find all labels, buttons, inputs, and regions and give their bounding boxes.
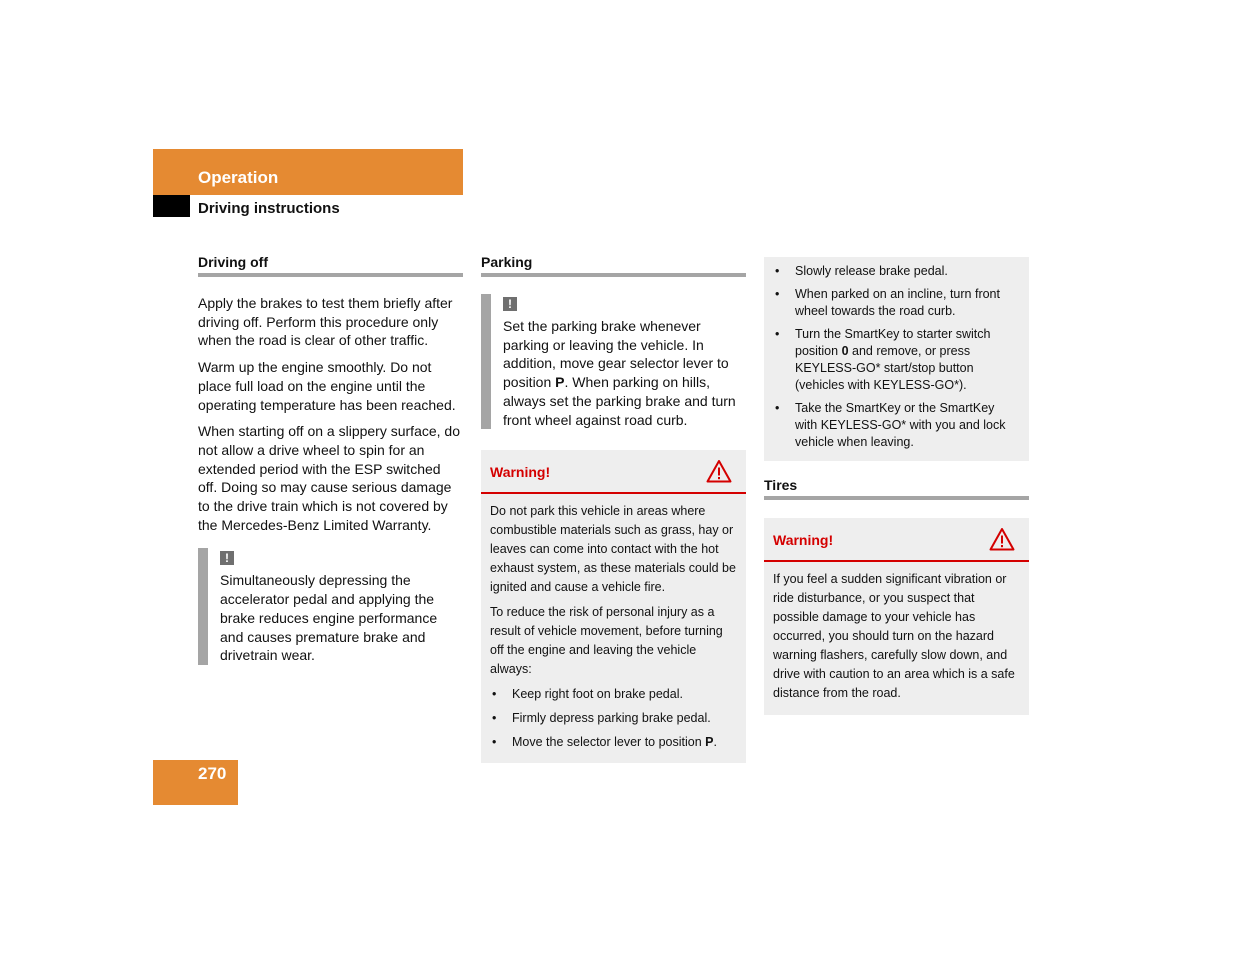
parking-heading: Parking xyxy=(481,254,746,277)
driving-off-paragraph: Warm up the engine smoothly. Do not place full load on the engine until the operating temperature has been reached. xyxy=(198,359,456,413)
warning-header xyxy=(481,450,746,494)
exclamation-note-icon: ! xyxy=(503,297,517,311)
driving-off-paragraph: When starting off on a slippery surface, do not allow a drive wheel to spin for an extended period with the ESP switched off. Doing so may cause serious damage to the drive train which is not covered by the Mercedes-Benz Limited Warranty. xyxy=(198,423,460,533)
list-item-text: Move the selector lever to position xyxy=(512,735,706,750)
parking-column xyxy=(481,254,746,763)
list-item-text: . xyxy=(713,735,717,750)
list-item-text: and remove, or press KEYLESS-GO* start/stop button (vehicles with KEYLESS-GO*). xyxy=(795,344,974,392)
parking-note xyxy=(481,294,746,429)
note-text-part: . When parking on hills, always set the parking brake and turn front wheel against road curb. xyxy=(503,374,736,428)
list-item: • Firmly depress parking brake pedal. xyxy=(490,709,737,728)
continued-bullet-list xyxy=(773,263,1020,451)
header-marker xyxy=(153,195,190,217)
note-text-part: Set the parking brake whenever parking or leaving the vehicle. In addition, move gear selector lever to position xyxy=(503,318,729,391)
warning-paragraph: If you feel a sudden significant vibration or ride disturbance, or you suspect that possible damage to your vehicle has occurred, you should turn on the hazard warning flashers, carefully slow down, and drive with caution to an area which is a safe distance from the road. xyxy=(773,572,1015,700)
tires-heading: Tires xyxy=(764,477,1029,500)
driving-off-note xyxy=(198,548,463,665)
parking-warning-box xyxy=(481,450,746,763)
continued-warning-box xyxy=(764,257,1029,461)
warning-body xyxy=(481,494,746,763)
switch-position: 0 xyxy=(841,344,849,358)
warning-title: Warning! xyxy=(490,464,551,481)
warning-body xyxy=(764,562,1029,715)
gear-position: P xyxy=(705,735,714,750)
warning-header xyxy=(764,518,1029,562)
list-item: • Keep right foot on brake pedal. xyxy=(490,685,737,704)
subsection-title: Driving instructions xyxy=(198,200,340,217)
page-number: 270 xyxy=(198,764,227,783)
driving-off-note-text: Simultaneously depressing the accelerator pedal and applying the brake reduces engine performance and causes premature brake and drivetrain wear. xyxy=(220,572,438,664)
driving-off-heading: Driving off xyxy=(198,254,463,277)
warning-bullet-list xyxy=(490,685,737,752)
warning-paragraph: To reduce the risk of personal injury as a result of vehicle movement, before turning off the engine and leaving the vehicle always: xyxy=(490,605,723,677)
driving-off-paragraph: Apply the brakes to test them briefly after driving off. Perform this procedure only when the road is clear of other traffic. xyxy=(198,295,453,349)
exclamation-note-icon: ! xyxy=(220,551,234,565)
parking-note-text xyxy=(503,317,746,429)
list-item: • Take the SmartKey or the SmartKey with KEYLESS-GO* with you and lock vehicle when leaving. xyxy=(773,400,1020,451)
list-item xyxy=(773,326,1020,394)
list-item-text: Turn the SmartKey to starter switch position xyxy=(795,327,991,358)
warning-title: Warning! xyxy=(773,532,834,548)
list-item: • Slowly release brake pedal. xyxy=(773,263,1020,280)
warning-paragraph: Do not park this vehicle in areas where combustible materials such as grass, hay or leaves can come into contact with the hot exhaust system, as these materials could be ignited and cause a vehicle fire. xyxy=(490,504,736,595)
right-column xyxy=(764,257,1029,715)
tires-warning-box xyxy=(764,518,1029,715)
section-title: Operation xyxy=(198,168,279,187)
gear-position: P xyxy=(555,374,565,391)
warning-triangle-icon xyxy=(706,459,732,483)
warning-triangle-icon xyxy=(989,527,1015,551)
list-item xyxy=(490,733,737,752)
driving-off-column xyxy=(198,254,463,665)
list-item: • When parked on an incline, turn front wheel towards the road curb. xyxy=(773,286,1020,320)
